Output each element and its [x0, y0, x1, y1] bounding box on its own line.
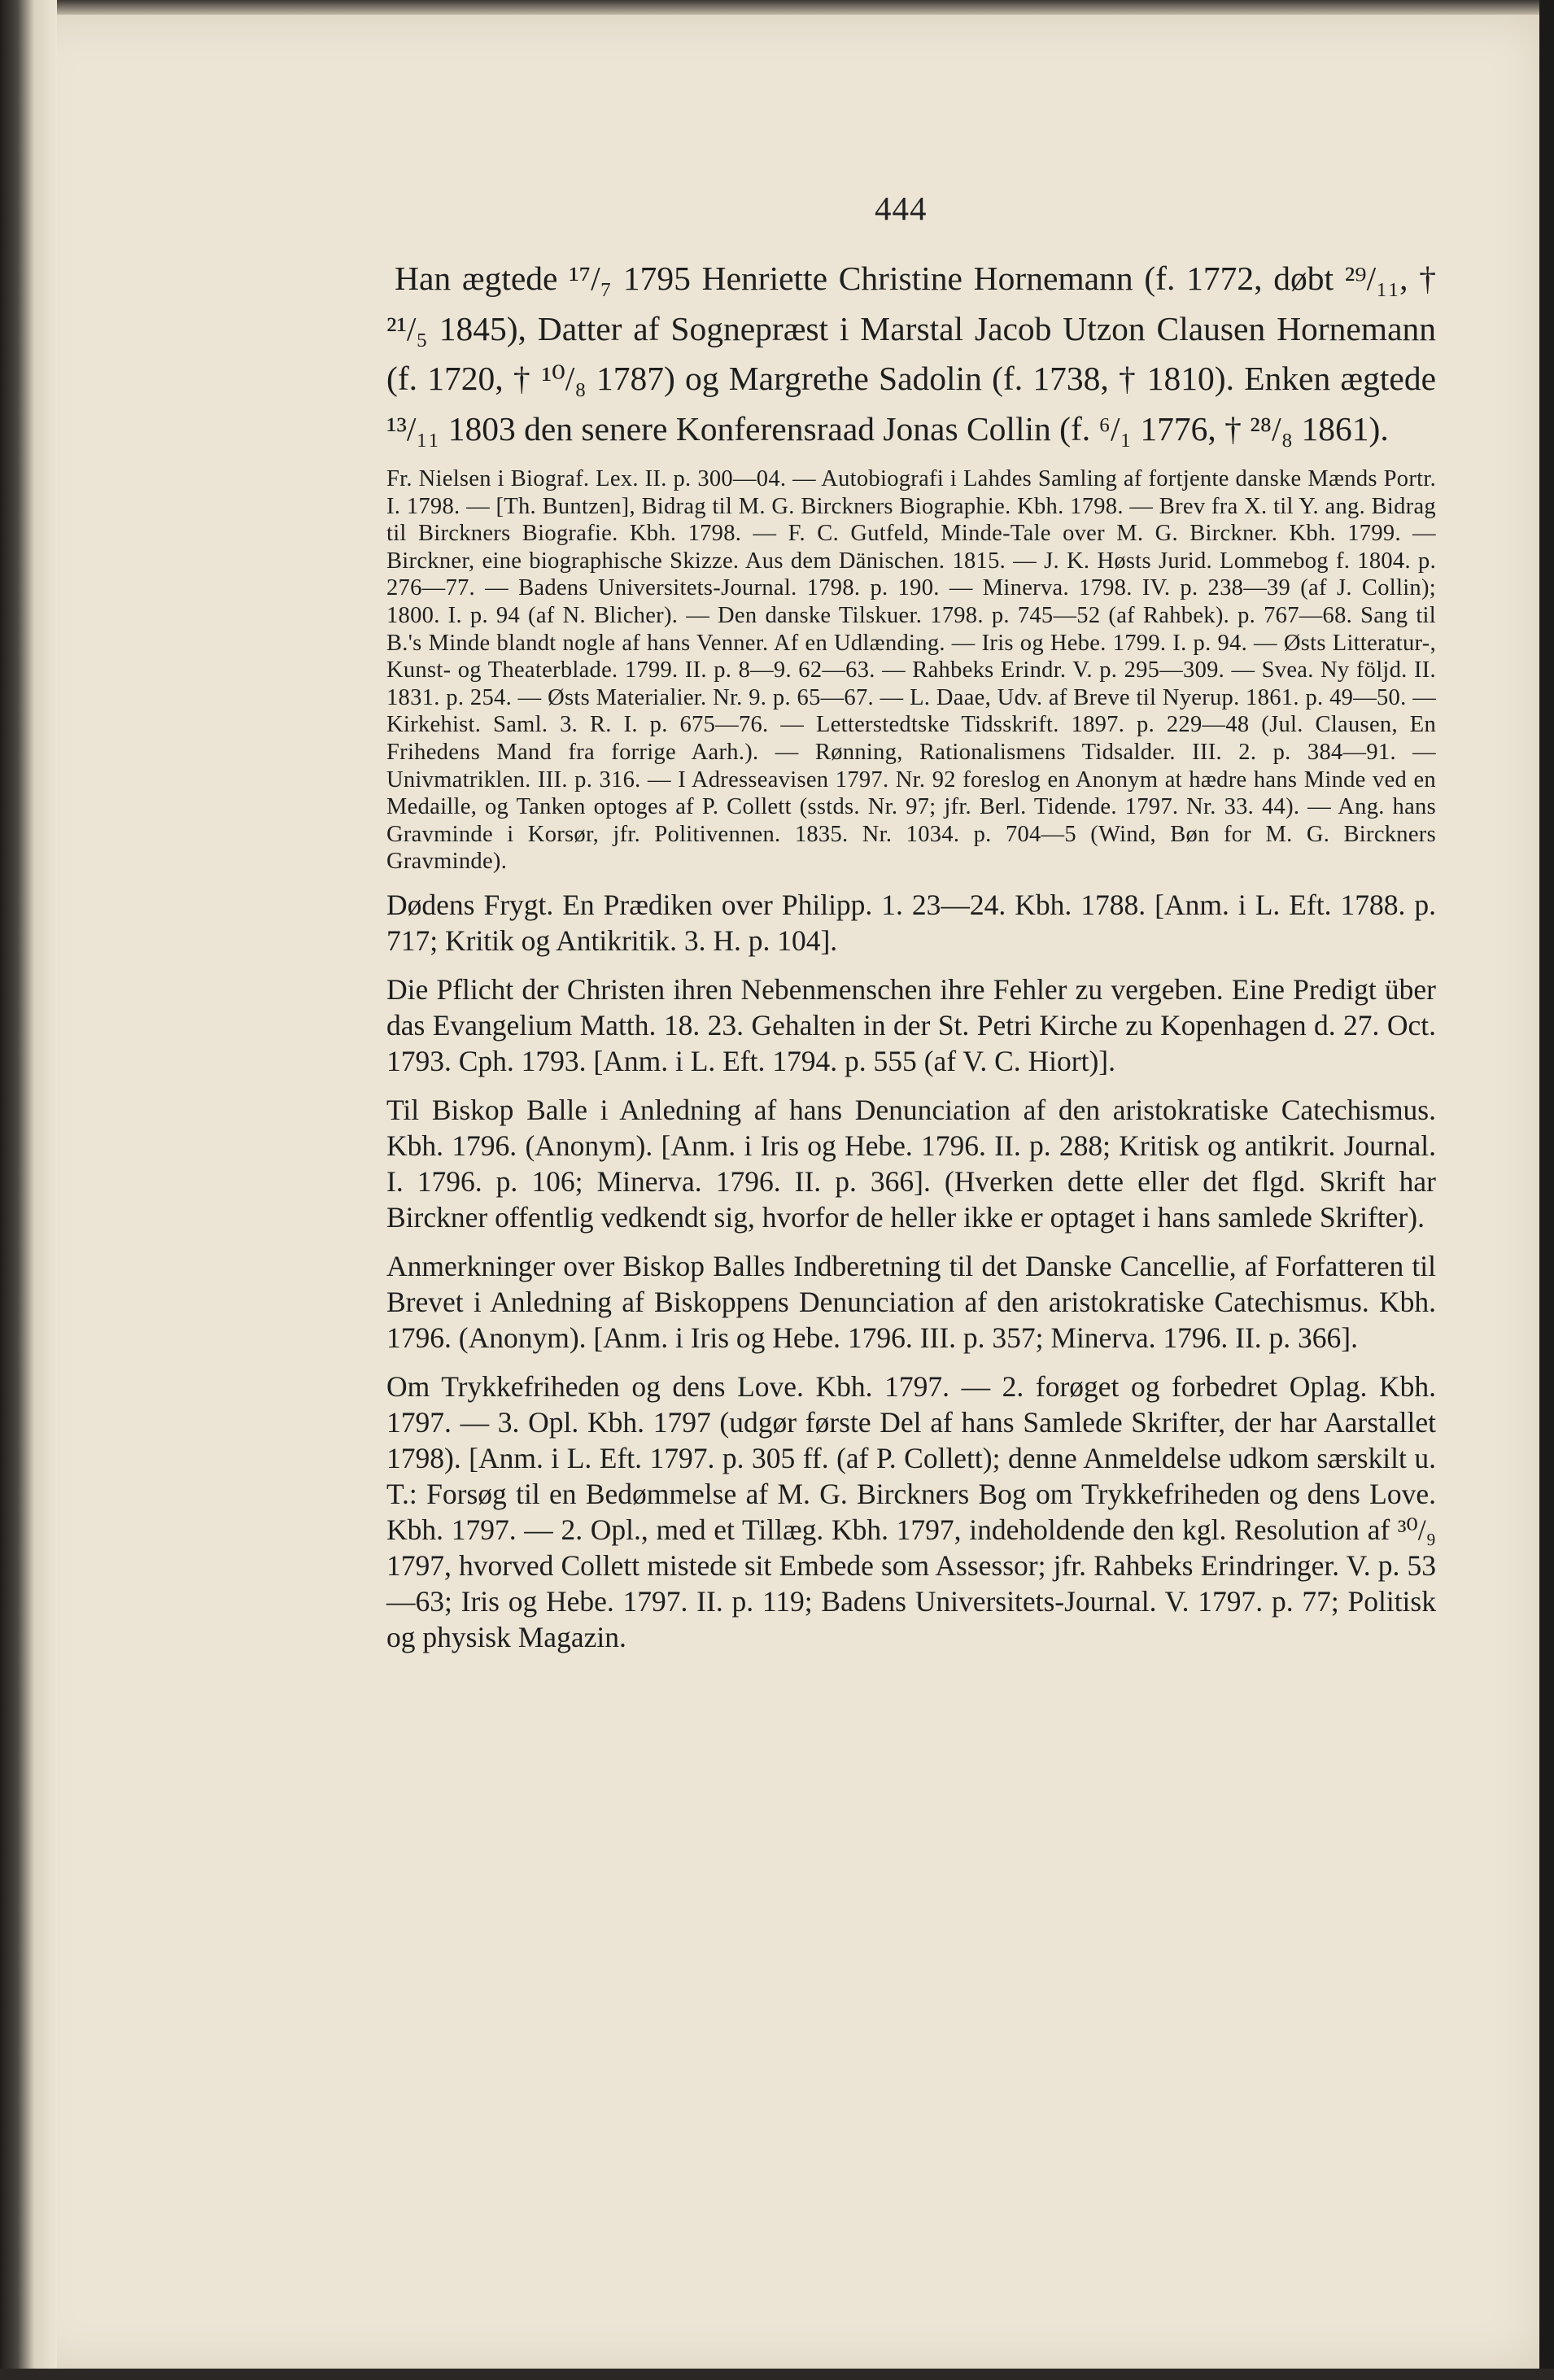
scan-binding-edge — [0, 0, 57, 2380]
bibliography-entry: Om Trykkefriheden og dens Love. Kbh. 1797. — 2. forøget og forbedret Oplag. Kbh. 1797. — 3. Opl. Kbh. 1797 (udgør første Del af hans Samlede Skrifter, der har Aarstallet 1798). [Anm. i L. Eft. 1797. p. 305 ff. (af P. Collett); denne Anmeldelse udkom særskilt u. T.: Forsøg til en Bedømmelse af M. G. Birckners Bog om Trykkefriheden og dens Love. Kbh. 1797. — 2. Opl., med et Tillæg. Kbh. 1797, indeholdende den kgl. Resolution af ³⁰/₉ 1797, hvorved Collett mistede sit Embede som Assessor; jfr. Rahbeks Erindringer. V. p. 53—63; Iris og Hebe. 1797. II. p. 119; Badens Universitets-Journal. V. 1797. p. 77; Politisk og physisk Magazin. — [386, 1369, 1436, 1653]
bibliography-entry: Dødens Frygt. En Prædiken over Philipp. 1. 23—24. Kbh. 1788. [Anm. i L. Eft. 1788. p. 717; Kritik og Antikritik. 3. H. p. 104]. — [386, 888, 1436, 957]
bibliography-entry: Til Biskop Balle i Anledning af hans Denunciation af den aristokratiske Catechismus. Kbh. 1796. (Anonym). [Anm. i Iris og Hebe. 1796. II. p. 288; Kritisk og antikrit. Journal. I. 1796. p. 106; Minerva. 1796. II. p. 366]. (Hverken dette eller det flgd. Skrift har Birckner offentlig vedkendt sig, hvorfor de heller ikke er optaget i hans samlede Skrifter). — [386, 1093, 1436, 1234]
marriage-paragraph: Han ægtede ¹⁷/₇ 1795 Henriette Christine Hornemann (f. 1772, døbt ²⁹/₁₁, † ²¹/₅ 1845), Datter af Sognepræst i Marstal Jacob Utzon Clausen Hornemann (f. 1720, † ¹⁰/₈ 1787) og Margrethe Sadolin (f. 1738, † 1810). Enken ægtede ¹³/₁₁ 1803 den senere Konferensraad Jonas Collin (f. ⁶/₁ 1776, † ²⁸/₈ 1861). — [386, 260, 1436, 448]
scan-right-edge — [1539, 0, 1554, 2380]
bibliography-entry: Die Pflicht der Christen ihren Nebenmenschen ihre Fehler zu vergeben. Eine Predigt über das Evangelium Matth. 18. 23. Gehalten in der St. Petri Kirche zu Kopenhagen d. 27. Oct. 1793. Cph. 1793. [Anm. i L. Eft. 1794. p. 555 (af V. C. Hiort)]. — [386, 972, 1436, 1077]
page-body — [386, 254, 1436, 1668]
bibliography-entry: Anmerkninger over Biskop Balles Indberetning til det Danske Cancellie, af Forfatteren til Brevet i Anledning af Biskoppens Denunciation af den aristokratiske Catechismus. Kbh. 1796. (Anonym). [Anm. i Iris og Hebe. 1796. III. p. 357; Minerva. 1796. II. p. 366]. — [386, 1249, 1436, 1354]
scan-bottom-edge — [0, 2369, 1554, 2380]
sources-paragraph: Fr. Nielsen i Biograf. Lex. II. p. 300—04. — Autobiografi i Lahdes Samling af fortjente danske Mænds Portr. I. 1798. — [Th. Buntzen], Bidrag til M. G. Birckners Biographie. Kbh. 1798. — Brev fra X. til Y. ang. Bidrag til Birckners Biografie. Kbh. 1798. — F. C. Gutfeld, Minde-Tale over M. G. Birckner. Kbh. 1799. — Birckner, eine biographische Skizze. Aus dem Dänischen. 1815. — J. K. Høsts Jurid. Lommebog f. 1804. p. 276—77. — Badens Universitets-Journal. 1798. p. 190. — Minerva. 1798. IV. p. 238—39 (af J. Collin); 1800. I. p. 94 (af N. Blicher). — Den danske Tilskuer. 1798. p. 745—52 (af Rahbek). p. 767—68. Sang til B.'s Minde blandt nogle af hans Venner. Af en Udlænding. — Iris og Hebe. 1799. I. p. 94. — Østs Litteratur-, Kunst- og Theaterblade. 1799. II. p. 8—9. 62—63. — Rahbeks Erindr. V. p. 295—309. — Svea. Ny följd. II. 1831. p. 254. — Østs Materialier. Nr. 9. p. 65—67. — L. Daae, Udv. af Breve til Nyerup. 1861. p. 49—50. — Kirkehist. Saml. 3. R. I. p. 675—76. — Letterstedtske Tidsskrift. 1897. p. 229—48 (Jul. Clausen, En Frihedens Mand fra forrige Aarh.). — Rønning, Rationalismens Tidsalder. III. 2. p. 384—91. — Univmatriklen. III. p. 316. — I Adresseavisen 1797. Nr. 92 foreslog en Anonym at hædre hans Minde ved en Medaille, og Tanken optoges af P. Collett (sstds. Nr. 97; jfr. Berl. Tidende. 1797. Nr. 33. 44). — Ang. hans Gravminde i Korsør, jfr. Politivennen. 1835. Nr. 1034. p. 704—5 (Wind, Bøn for M. G. Birckners Gravminde). — [386, 466, 1436, 875]
page-number: 444 — [875, 190, 928, 227]
